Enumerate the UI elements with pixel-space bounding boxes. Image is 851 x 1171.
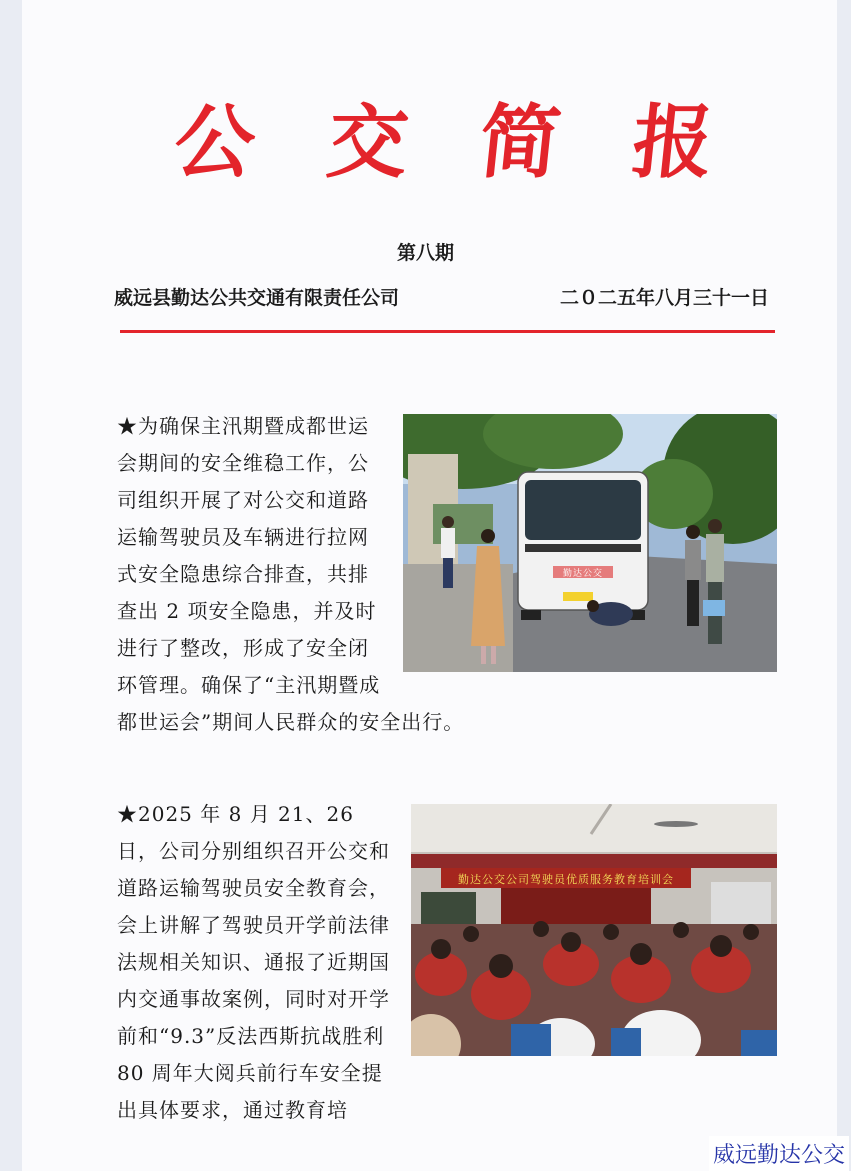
issue-date: 二０二五年八月三十一日 bbox=[559, 287, 769, 309]
masthead-char: 简 bbox=[475, 95, 568, 189]
header-divider bbox=[120, 330, 775, 333]
article-2 bbox=[117, 796, 777, 1129]
masthead-title bbox=[170, 92, 720, 192]
article-1 bbox=[117, 408, 777, 741]
watermark-label: 威远勤达公交 bbox=[709, 1136, 849, 1171]
meeting-banner: 勤达公交公司驾驶员优质服务教育培训会 bbox=[458, 873, 674, 886]
training-meeting-photo bbox=[411, 804, 777, 1056]
masthead-char: 报 bbox=[628, 95, 720, 189]
article-1-text: ★为确保主汛期暨成都世运会期间的安全维稳工作，公司组织开展了对公交和道路运输驾驶员及车辆进行拉网式安全隐患综合排查，共排查出 2 项安全隐患，并及时进行了整改，形成了安全闭环管理。确保了“主汛期暨成都世运会”期间人民群众的安全出行。 bbox=[117, 414, 465, 734]
issue-number: 第八期 bbox=[396, 242, 454, 264]
article-2-text: ★2025 年 8 月 21、26 日，公司分别组织召开公交和道路运输驾驶员安全教育会，会上讲解了驾驶员开学前法律法规相关知识、通报了近期国内交通事故案例，同时对开学前和“9.3”反法西斯抗战胜利 80 周年大阅兵前行车安全提出具体要求，通过教育培 bbox=[117, 802, 390, 1122]
bus-inspection-photo bbox=[403, 414, 777, 672]
masthead-char: 交 bbox=[322, 95, 415, 189]
organization-name: 威远县勤达公共交通有限责任公司 bbox=[114, 287, 400, 309]
masthead-char: 公 bbox=[170, 95, 262, 189]
bus-label: 勤达公交 bbox=[562, 569, 604, 579]
